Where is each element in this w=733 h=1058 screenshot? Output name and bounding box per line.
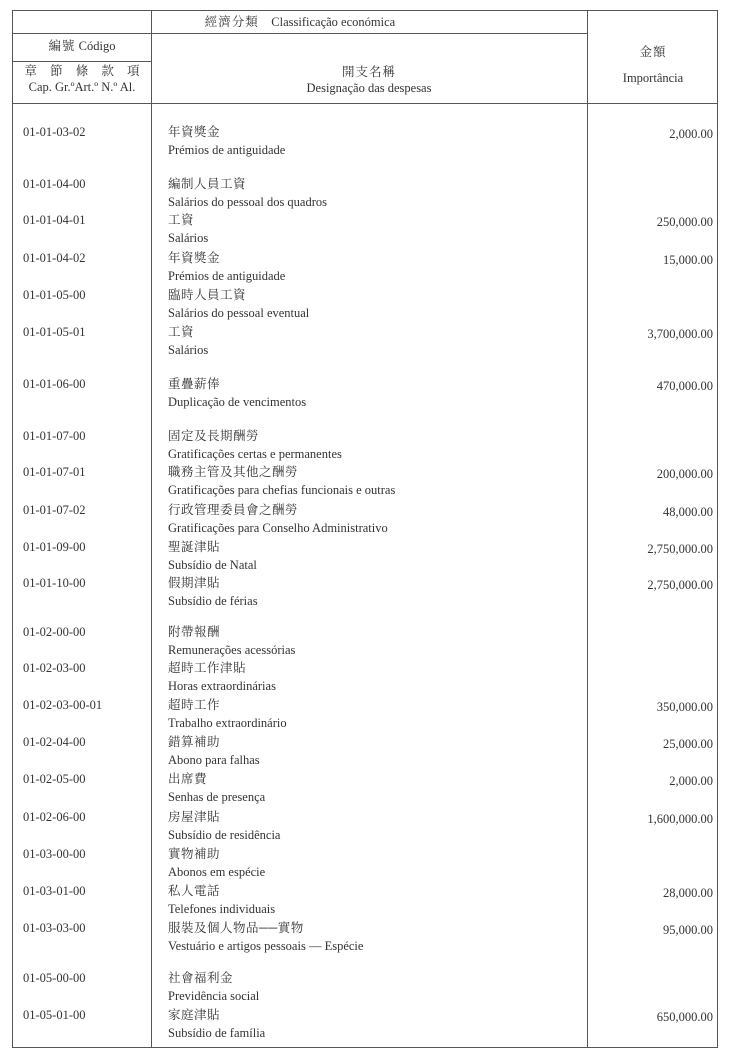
classification-header-zh: 經濟分類 <box>204 15 259 29</box>
code-columns-pt: Cap. Gr.ºArt.º N.º Al. <box>28 80 136 94</box>
row-designation-zh: 實物補助 <box>168 847 221 861</box>
row-designation-zh: 年資獎金 <box>168 251 221 265</box>
row-designation-pt: Salários do pessoal dos quadros <box>168 195 328 209</box>
row-code: 01-01-09-00 <box>23 540 86 554</box>
row-amount: 250,000.00 <box>656 215 713 229</box>
row-code: 01-01-06-00 <box>23 377 86 391</box>
code-header-pt: Código <box>78 39 116 53</box>
code-columns-zh: 章 節 條 款 項 <box>24 64 140 78</box>
row-designation-zh: 臨時人員工資 <box>168 288 247 302</box>
row-designation-zh: 工資 <box>168 325 195 339</box>
amount-header-pt: Importância <box>622 71 684 85</box>
classification-header <box>13 14 587 30</box>
row-code: 01-01-07-01 <box>23 465 86 479</box>
row-amount: 3,700,000.00 <box>647 327 713 341</box>
designation-header-pt: Designação das despesas <box>306 81 432 95</box>
row-amount: 2,750,000.00 <box>647 578 713 592</box>
row-code: 01-02-04-00 <box>23 735 86 749</box>
row-designation-zh: 編制人員工資 <box>168 177 247 191</box>
row-designation-pt: Prémios de antiguidade <box>168 143 286 157</box>
row-code: 01-01-04-01 <box>23 213 86 227</box>
amount-header <box>587 39 719 91</box>
row-designation-pt: Senhas de presença <box>168 790 266 804</box>
designation-header <box>151 64 587 96</box>
row-code: 01-01-04-00 <box>23 177 86 191</box>
row-designation-zh: 假期津貼 <box>168 576 221 590</box>
code-subheader-divider <box>13 61 151 62</box>
classification-header-pt: Classificação económica <box>271 15 396 29</box>
row-code: 01-01-04-02 <box>23 251 86 265</box>
row-amount: 2,000.00 <box>669 774 713 788</box>
designation-header-zh: 開支名稱 <box>341 65 396 79</box>
row-designation-zh: 社會福利金 <box>168 971 234 985</box>
row-designation-pt: Duplicação de vencimentos <box>168 395 307 409</box>
row-amount: 200,000.00 <box>656 467 713 481</box>
row-amount: 650,000.00 <box>656 1010 713 1024</box>
row-designation-pt: Subsídio de férias <box>168 594 258 608</box>
row-amount: 25,000.00 <box>663 737 713 751</box>
row-amount: 28,000.00 <box>663 886 713 900</box>
row-designation-zh: 服裝及個人物品──實物 <box>168 921 304 935</box>
row-code: 01-02-03-00-01 <box>23 698 103 712</box>
row-designation-pt: Remunerações acessórias <box>168 643 296 657</box>
row-code: 01-01-03-02 <box>23 125 86 139</box>
code-header <box>13 38 151 54</box>
row-designation-pt: Vestuário e artigos pessoais — Espécie <box>168 939 364 953</box>
row-designation-pt: Abonos em espécie <box>168 865 266 879</box>
row-designation-zh: 年資獎金 <box>168 125 221 139</box>
amount-header-zh: 金額 <box>639 45 667 59</box>
row-designation-pt: Gratificações para chefias funcionais e outras <box>168 483 396 497</box>
row-designation-zh: 私人電話 <box>168 884 221 898</box>
row-designation-zh: 固定及長期酬勞 <box>168 429 260 443</box>
row-code: 01-01-05-01 <box>23 325 86 339</box>
row-code: 01-05-01-00 <box>23 1008 86 1022</box>
row-designation-pt: Salários <box>168 343 209 357</box>
row-designation-zh: 錯算補助 <box>168 735 221 749</box>
row-designation-zh: 職務主管及其他之酬勞 <box>168 465 299 479</box>
row-designation-pt: Salários do pessoal eventual <box>168 306 310 320</box>
row-amount: 470,000.00 <box>656 379 713 393</box>
code-columns-header <box>13 63 151 95</box>
amount-column-divider <box>587 11 588 1047</box>
row-code: 01-01-07-02 <box>23 503 86 517</box>
row-designation-zh: 超時工作 <box>168 698 221 712</box>
row-designation-pt: Gratificações para Conselho Administrativo <box>168 521 388 535</box>
row-code: 01-02-06-00 <box>23 810 86 824</box>
row-code: 01-02-03-00 <box>23 661 86 675</box>
row-designation-pt: Prémios de antiguidade <box>168 269 286 283</box>
row-code: 01-02-00-00 <box>23 625 86 639</box>
row-code: 01-03-03-00 <box>23 921 86 935</box>
row-designation-pt: Gratificações certas e permanentes <box>168 447 342 461</box>
row-amount: 2,000.00 <box>669 127 713 141</box>
classification-divider <box>13 33 587 34</box>
row-designation-pt: Previdência social <box>168 989 260 1003</box>
row-designation-pt: Telefones individuais <box>168 902 276 916</box>
row-code: 01-03-00-00 <box>23 847 86 861</box>
row-designation-pt: Horas extraordinárias <box>168 679 276 693</box>
row-code: 01-02-05-00 <box>23 772 86 786</box>
row-amount: 48,000.00 <box>663 505 713 519</box>
row-code: 01-01-07-00 <box>23 429 86 443</box>
row-amount: 2,750,000.00 <box>647 542 713 556</box>
row-amount: 15,000.00 <box>663 253 713 267</box>
row-amount: 95,000.00 <box>663 923 713 937</box>
row-designation-zh: 超時工作津貼 <box>168 661 247 675</box>
row-amount: 350,000.00 <box>656 700 713 714</box>
row-designation-pt: Trabalho extraordinário <box>168 716 287 730</box>
row-designation-zh: 行政管理委員會之酬勞 <box>168 503 299 517</box>
row-code: 01-03-01-00 <box>23 884 86 898</box>
row-code: 01-05-00-00 <box>23 971 86 985</box>
row-designation-zh: 房屋津貼 <box>168 810 221 824</box>
row-code: 01-01-10-00 <box>23 576 86 590</box>
row-designation-zh: 重疊薪俸 <box>168 377 221 391</box>
row-designation-zh: 附帶報酬 <box>168 625 221 639</box>
row-designation-pt: Subsídio de família <box>168 1026 266 1040</box>
row-designation-zh: 工資 <box>168 213 195 227</box>
code-header-zh: 編號 <box>48 39 76 53</box>
row-code: 01-01-05-00 <box>23 288 86 302</box>
budget-table <box>12 10 718 1048</box>
row-designation-pt: Subsídio de Natal <box>168 558 257 572</box>
row-designation-zh: 聖誕津貼 <box>168 540 221 554</box>
row-designation-pt: Salários <box>168 231 209 245</box>
row-designation-zh: 家庭津貼 <box>168 1008 221 1022</box>
row-designation-pt: Abono para falhas <box>168 753 260 767</box>
code-column-divider <box>151 11 152 1047</box>
row-designation-pt: Subsídio de residência <box>168 828 281 842</box>
header-bottom-divider <box>13 103 717 104</box>
row-amount: 1,600,000.00 <box>647 812 713 826</box>
row-designation-zh: 出席費 <box>168 772 208 786</box>
